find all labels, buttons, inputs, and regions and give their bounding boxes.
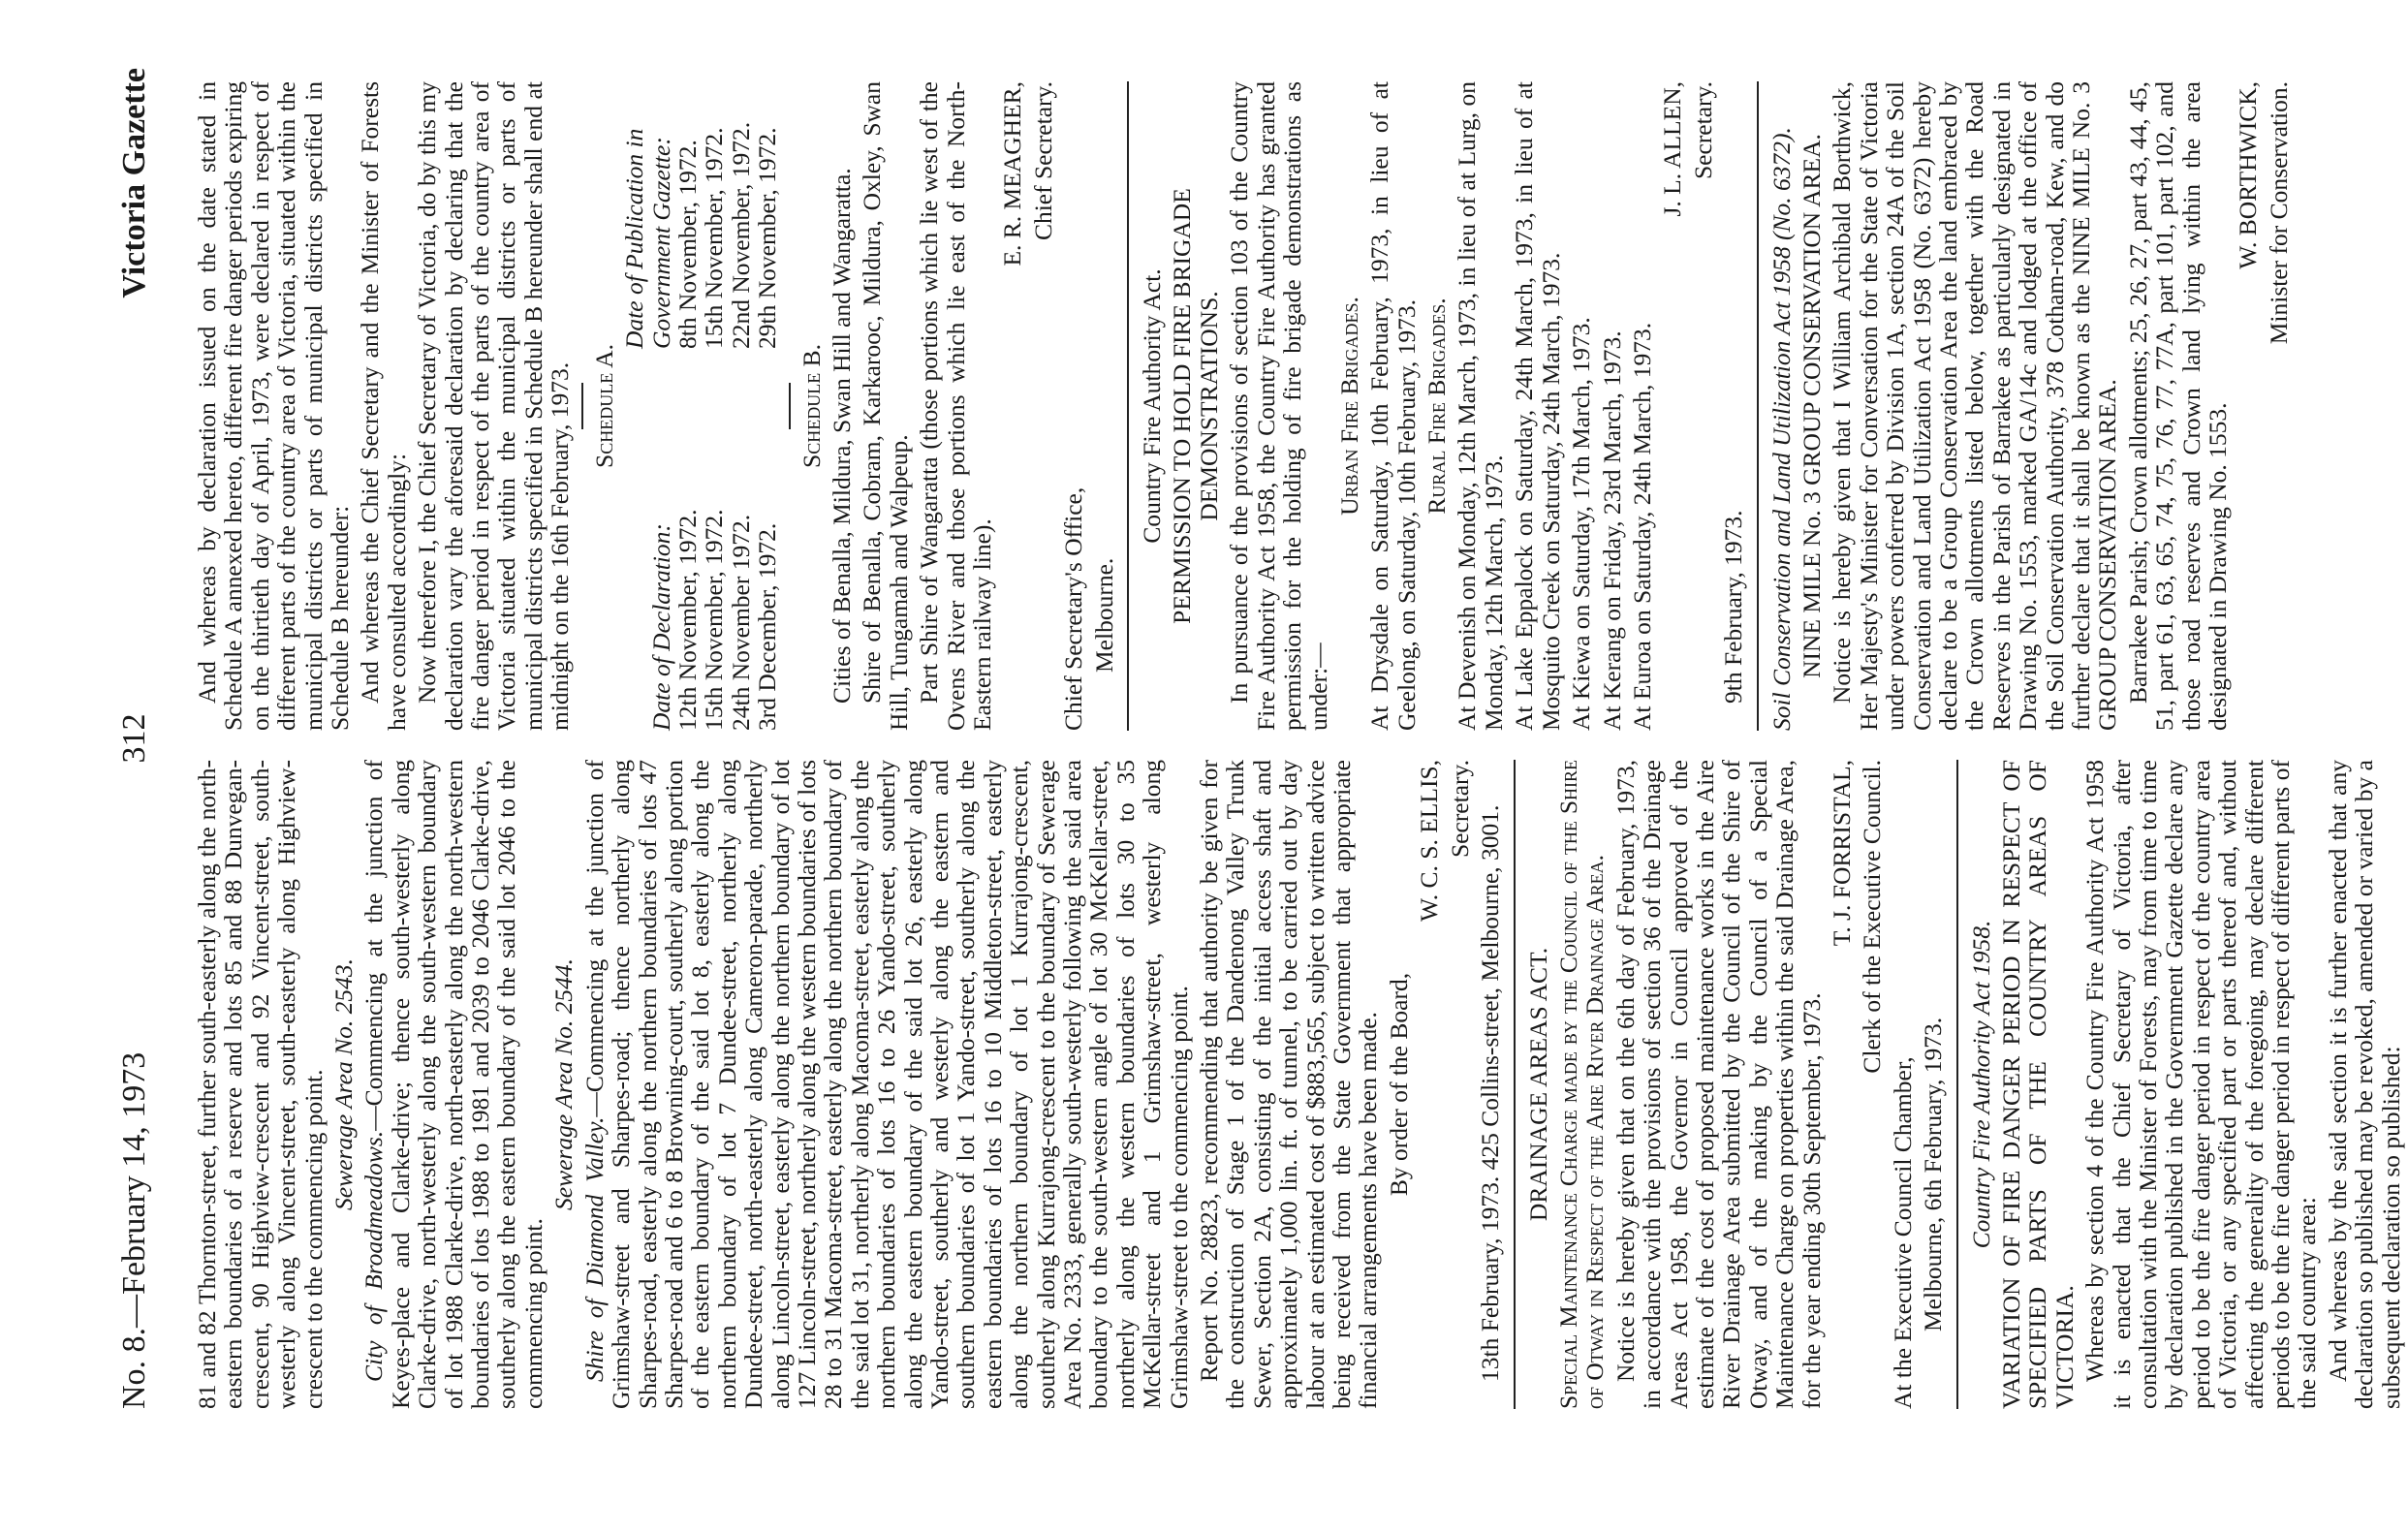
notice-subheading: Special Maintenance Charge made by the Council of the Shire of Otway in Respect of the Aire River Drainage Area. (1553, 760, 1610, 1409)
dateline: Melbourne, 6th February, 1973. (1919, 1017, 1948, 1331)
schedule-a-table (621, 81, 780, 731)
table-cell: 29th November, 1972. (753, 127, 782, 349)
by-order-line: By order of the Board, (1384, 972, 1413, 1197)
table-row (728, 81, 754, 731)
paragraph (581, 760, 1192, 1409)
column-header: Date of Publication in (620, 128, 649, 349)
paragraph: Cities of Benalla, Mildura, Swan Hill and Wangaratta. (827, 168, 856, 704)
table-cell: 12th November, 1972. (672, 509, 702, 731)
page-number: 312 (116, 713, 152, 764)
divider (1127, 81, 1129, 731)
divider (1757, 81, 1759, 731)
paragraph: Part Shire of Wangaratta (those portions which lie west of the Ovens River and those portions which lie east of the North-Eastern railway line). (915, 81, 996, 731)
list-item: At Euroa on Saturday, 24th March, 1973. (1627, 322, 1656, 731)
schedule-heading: Schedule B. (797, 344, 826, 468)
paragraph-text: —Commencing at the junction of Grimshaw-street and Sharpes-road; thence northerly along Sharpes-road, easterly along the northern boundaries of lots 47 Sharpes-road and 6 to 8 Browning-court, southerly along portion of the eastern boundary of the said lot 8, easterly along the northern boundary of lot 7 Dundee-street, northerly along Dundee-street, north-easterly along Cameron-parade, northerly along Lincoln-street, easterly along the northern boundary of lot 127 Lincoln-street, northerly along the western boundaries of lots 28 to 31 Macoma-street, easterly along the northern boundary of the said lot 31, northerly along Macoma-street, easterly along the northern boundaries of lots 16 to 26 Yando-street, southerly along the eastern boundary of the said lot 26, easterly along Yando-street, southerly and westerly along the eastern and southern boundaries of lot 1 Yando-street, southerly along the eastern boundaries of lots 16 to 10 Middleton-street, easterly along the northern boundary of lot 1 Kurrajong-crescent, southerly along Kurrajong-crescent to the boundary of Sewerage Area No. 2333, generally south-westerly following the said area boundary to the south-western angle of lot 30 McKellar-street, northerly along the western boundaries of lots 30 to 35 McKellar-street and 1 Grimshaw-street, westerly along Grimshaw-street to the commencing point. (579, 760, 1193, 1409)
signature-title: Minister for Conservation. (2264, 81, 2293, 345)
paragraph: And whereas by the said section it is further enacted that any declaration so published may be revoked, amended or varied by a subsequent declaration so published: (2323, 760, 2405, 1409)
table-header-row (648, 81, 674, 731)
paragraph (360, 760, 547, 1409)
paragraph: Shire of Benalla, Cobram, Karkarooc, Mildura, Oxley, Swan Hill, Tungamah and Walpeup. (858, 81, 913, 731)
paragraph: Notice is hereby given that on the 6th day of February, 1973, in accordance with the provisions of section 36 of the Drainage Areas Act 1958, the Governor in Council approved of the estimate of the cost of proposed maintenance works in the Aire River Drainage Area submitted by the Council of the Shire of Otway, and of the making by the Council of a Special Maintenance Charge on properties within the said Drainage Area, for the year ending 30th September, 1973. (1611, 760, 1826, 1409)
signature-name: J. L. ALLEN, (1658, 81, 1687, 217)
signature-name: W. C. S. ELLIS, (1415, 760, 1444, 922)
act-heading: DRAINAGE AREAS ACT. (1523, 947, 1552, 1222)
list-item: At Drysdale on Saturday, 10th February, 1973, in lieu of at Geelong, on Saturday, 10th February, 1973. (1365, 81, 1421, 731)
list-item: At Lake Eppalock on Saturday, 24th March, 1973, in lieu of at Mosquito Creek on Saturday, 24th March, 1973. (1510, 81, 1565, 731)
list-item: At Kerang on Friday, 23rd March, 1973. (1597, 330, 1626, 731)
paragraph: Now therefore I, the Chief Secretary of Victoria, do by this my declaration vary the aforesaid declaration by declaring that the fire danger period in respect of the parts of the country area of Victoria situated within the municipal districts or parts of municipal districts specified in Schedule B hereunder shall end at midnight on the 16th February, 1973. (413, 81, 575, 731)
lead-in: City of Broadmeadows. (360, 1130, 389, 1382)
signature-name: E. R. MEAGHER, (998, 81, 1027, 266)
list-item: At Kiewa on Saturday, 17th March, 1973. (1567, 317, 1596, 731)
table-cell: 24th November 1972. (726, 514, 755, 731)
paragraph: Report No. 28823, recommending that authority be given for the construction of Stage 1 of the Dandenong Valley Trunk Sewer, Section 2A, consisting of the initial access shaft and approximately 1,000 lin. ft. of tunnel, to be carried out by day labour at an estimated cost of $883,565, subject to written advice being received from the State Government that appropriate financial arrangements have been made. (1195, 760, 1383, 1409)
paragraph: Notice is hereby given that I William Archibald Borthwick, Her Majesty's Minister for Conversation for the State of Victoria under powers conferred by Division 1A, section 24A of the Soil Conservation and Land Utilization Act 1958 (No. 6372) hereby declare to be a Group Conservation Area the land embraced by the Crown allotments listed below, together with the Road Reserves in the Parish of Barrakee as particularly designated in Drawing No. 1553, marked GA/14c and lodged at the office of the Soil Conservation Authority, 378 Cotham-road, Kew, and do further declare that it shall be known as the NINE MILE No. 3 GROUP CONSERVATION AREA. (1828, 81, 2122, 731)
act-heading: Soil Conservation and Land Utilization Act 1958 (No. 6372). (1767, 127, 1796, 731)
page-header (116, 68, 174, 1409)
divider (1956, 760, 1958, 1409)
table-row (701, 81, 727, 731)
column-header: Date of Declaration: (646, 523, 675, 731)
schedule-heading: Schedule A. (589, 344, 618, 468)
dateline: 9th February, 1973. (1719, 510, 1748, 704)
table-row (674, 81, 701, 731)
divider (1514, 760, 1516, 1409)
table-row (754, 81, 780, 731)
right-column (194, 81, 2296, 731)
signature-title: Secretary. (1445, 760, 1474, 858)
column-header: Government Gazette: (646, 137, 675, 349)
dateline: Melbourne. (1089, 557, 1118, 673)
section-heading: Sewerage Area No. 2544. (549, 958, 579, 1210)
short-divider (789, 383, 791, 429)
signature-title: Clerk of the Executive Council. (1858, 760, 1887, 1074)
act-heading: Country Fire Authority Act. (1138, 268, 1166, 544)
paragraph: Whereas by section 4 of the Country Fire Authority Act 1958 it is enacted that the Chief Secretary of Victoria, after consultation with the Minister of Forests, may from time to time by declaration published in the Government Gazette declare any period to be the fire danger period in respect of the country area of Victoria, or any specified part or parts thereof and, without affecting the generality of the foregoing, may declare different periods to be the fire danger period in respect of different parts of the said country area: (2080, 760, 2322, 1409)
dateline: Chief Secretary's Office, (1059, 486, 1088, 731)
gazette-title: Victoria Gazette (116, 68, 152, 298)
notice-heading: VARIATION OF FIRE DANGER PERIOD IN RESPECT OF SPECIFIED PARTS OF THE COUNTRY AREAS OF VICTORIA. (1997, 760, 2079, 1409)
signature-name: T. J. FORRISTAL, (1827, 760, 1856, 947)
paragraph: And whereas by declaration issued on the date stated in Schedule A annexed hereto, different fire danger periods expiring on the thirtieth day of April, 1973, were declared in respect of different parts of the country area of Victoria, situated within the municipal districts or parts of municipal districts specified in Schedule B hereunder: (193, 81, 355, 731)
signature-title: Secretary. (1688, 81, 1717, 179)
table-cell: 8th November, 1972. (672, 140, 702, 349)
table-cell: 15th November, 1972. (700, 509, 729, 731)
signature-title: Chief Secretary. (1028, 81, 1057, 241)
notice-heading: NINE MILE No. 3 GROUP CONSERVATION AREA. (1797, 134, 1826, 678)
paragraph-text: —Commencing at the junction of Keyes-place and Clarke-drive; thence south-westerly along Clarke-drive, north-westerly along the south-western boundary of lot 1988 Clarke-drive, north-easterly along the north-western boundaries of lots 1988 to 1981 and 2039 to 2046 Clarke-drive, southerly along the eastern boundary of the said lot 2046 to the commencing point. (360, 760, 547, 1409)
left-column (194, 760, 2408, 1409)
table-cell: 15th November, 1972. (700, 127, 729, 349)
table-cell: 22nd November, 1972. (726, 121, 755, 349)
lead-in: Shire of Diamond Valley. (579, 1116, 609, 1382)
list-item: At Devenish on Monday, 12th March, 1973, in lieu of at Lurg, on Monday, 12th March, 1973. (1453, 81, 1508, 731)
short-divider (581, 383, 583, 429)
paragraph: Barrakee Parish; Crown allotments; 25, 26, 27, part 43, 44, 45, 51, part 61, 63, 65, 74, 75, 76, 77, 77A, part 101, part 102, and those road reserves and Crown land lying within the area designated in Drawing No. 1553. (2123, 81, 2233, 731)
table-header-row (621, 81, 647, 731)
paragraph: In pursuance of the provisions of section 103 of the Country Fire Authority Act 1958, the Country Fire Authority has granted permission for the holding of fire brigade demonstrations as under:— (1225, 81, 1333, 731)
subsection-heading: Rural Fire Brigades. (1423, 298, 1452, 515)
dateline: At the Executive Council Chamber, (1888, 1056, 1917, 1409)
table-cell: 3rd December, 1972. (753, 522, 782, 731)
dateline: 13th February, 1973. 425 Collins-street, Melbourne, 3001. (1476, 804, 1505, 1382)
paragraph: 81 and 82 Thornton-street, further south-easterly along the north-eastern boundaries of a reserve and lots 85 and 88 Dunvegan-crescent, 90 Highview-crescent and 92 Vincent-street, south-westerly along Vincent-street, south-easterly along Highview-crescent to the commencing point. (193, 760, 328, 1409)
section-heading: Sewerage Area No. 2543. (329, 958, 359, 1210)
paragraph: And whereas the Chief Secretary and the Minister of Forests have consulted accordingly: (356, 81, 411, 731)
issue-date: No. 8.—February 14, 1973 (116, 1051, 152, 1409)
subsection-heading: Urban Fire Brigades. (1334, 297, 1363, 516)
act-heading: Country Fire Authority Act 1958. (1966, 920, 1995, 1249)
notice-heading: PERMISSION TO HOLD FIRE BRIGADE DEMONSTRATIONS. (1168, 188, 1223, 624)
signature-name: W. BORTHWICK, (2234, 81, 2263, 269)
